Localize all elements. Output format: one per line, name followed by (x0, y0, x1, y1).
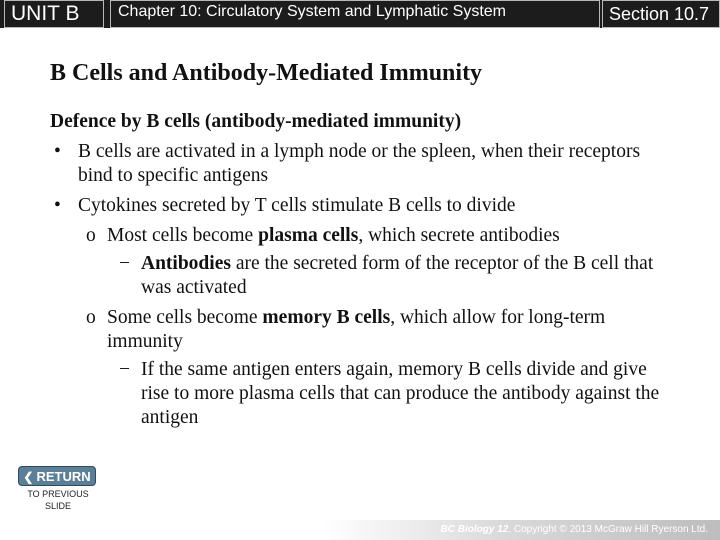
footer-copyright: , Copyright © 2013 McGraw Hill Ryerson Ltd. (508, 524, 708, 535)
subsub-bullet-item (50, 358, 670, 430)
circle-marker: o (86, 225, 96, 246)
subsub-bullet-bold: Antibodies (141, 253, 231, 274)
slide-content (50, 110, 670, 436)
sub-bullet-item (50, 306, 670, 354)
subsub-bullet-post: are the secreted form of the receptor of the B cell that was activated (141, 253, 654, 298)
dash-marker: − (119, 359, 130, 380)
bullet-item (50, 194, 670, 218)
sub-bullet-bold: plasma cells (258, 225, 359, 246)
return-subtext: TO PREVIOUS SLIDE (27, 489, 89, 511)
return-button-label: RETURN (36, 469, 91, 484)
subsub-bullet-item (50, 252, 670, 300)
footer-bar (0, 520, 720, 540)
footer-brand: BC Biology 12 (440, 524, 509, 535)
footer-text (441, 524, 708, 535)
lead-heading: Defence by B cells (antibody-mediated immunity) (50, 111, 462, 132)
bullet-text: B cells are activated in a lymph node or the spleen, when their receptors bind to specific antigens (78, 141, 641, 186)
bullet-text: Cytokines secreted by T cells stimulate B cells to divide (78, 195, 516, 216)
section-label: Section 10.7 (602, 0, 720, 28)
sub-bullet-post: , which allow for long-term immunity (107, 307, 606, 352)
sub-bullet-item (50, 224, 670, 248)
subsub-bullet-text: If the same antigen enters again, memory B cells divide and give rise to more plasma cells that can produce the antibody against the antigen (141, 359, 660, 428)
chapter-label: Chapter 10: Circulatory System and Lymphatic System (110, 0, 600, 28)
unit-label: UNIT B (4, 0, 104, 28)
sub-bullet-pre: Some cells become (107, 307, 263, 328)
bullet-marker: • (54, 141, 61, 162)
bullet-marker: • (54, 195, 61, 216)
sub-bullet-pre: Most cells become (107, 225, 259, 246)
header-bar (0, 0, 720, 28)
return-arrow-icon: ❮ (23, 470, 34, 484)
circle-marker: o (86, 307, 96, 328)
sub-bullet-bold: memory B cells (262, 307, 391, 328)
return-button[interactable] (18, 466, 96, 486)
sub-bullet-post: , which secrete antibodies (358, 225, 560, 246)
bullet-item (50, 140, 670, 188)
dash-marker: − (119, 253, 130, 274)
slide-title: B Cells and Antibody-Mediated Immunity (50, 60, 483, 86)
